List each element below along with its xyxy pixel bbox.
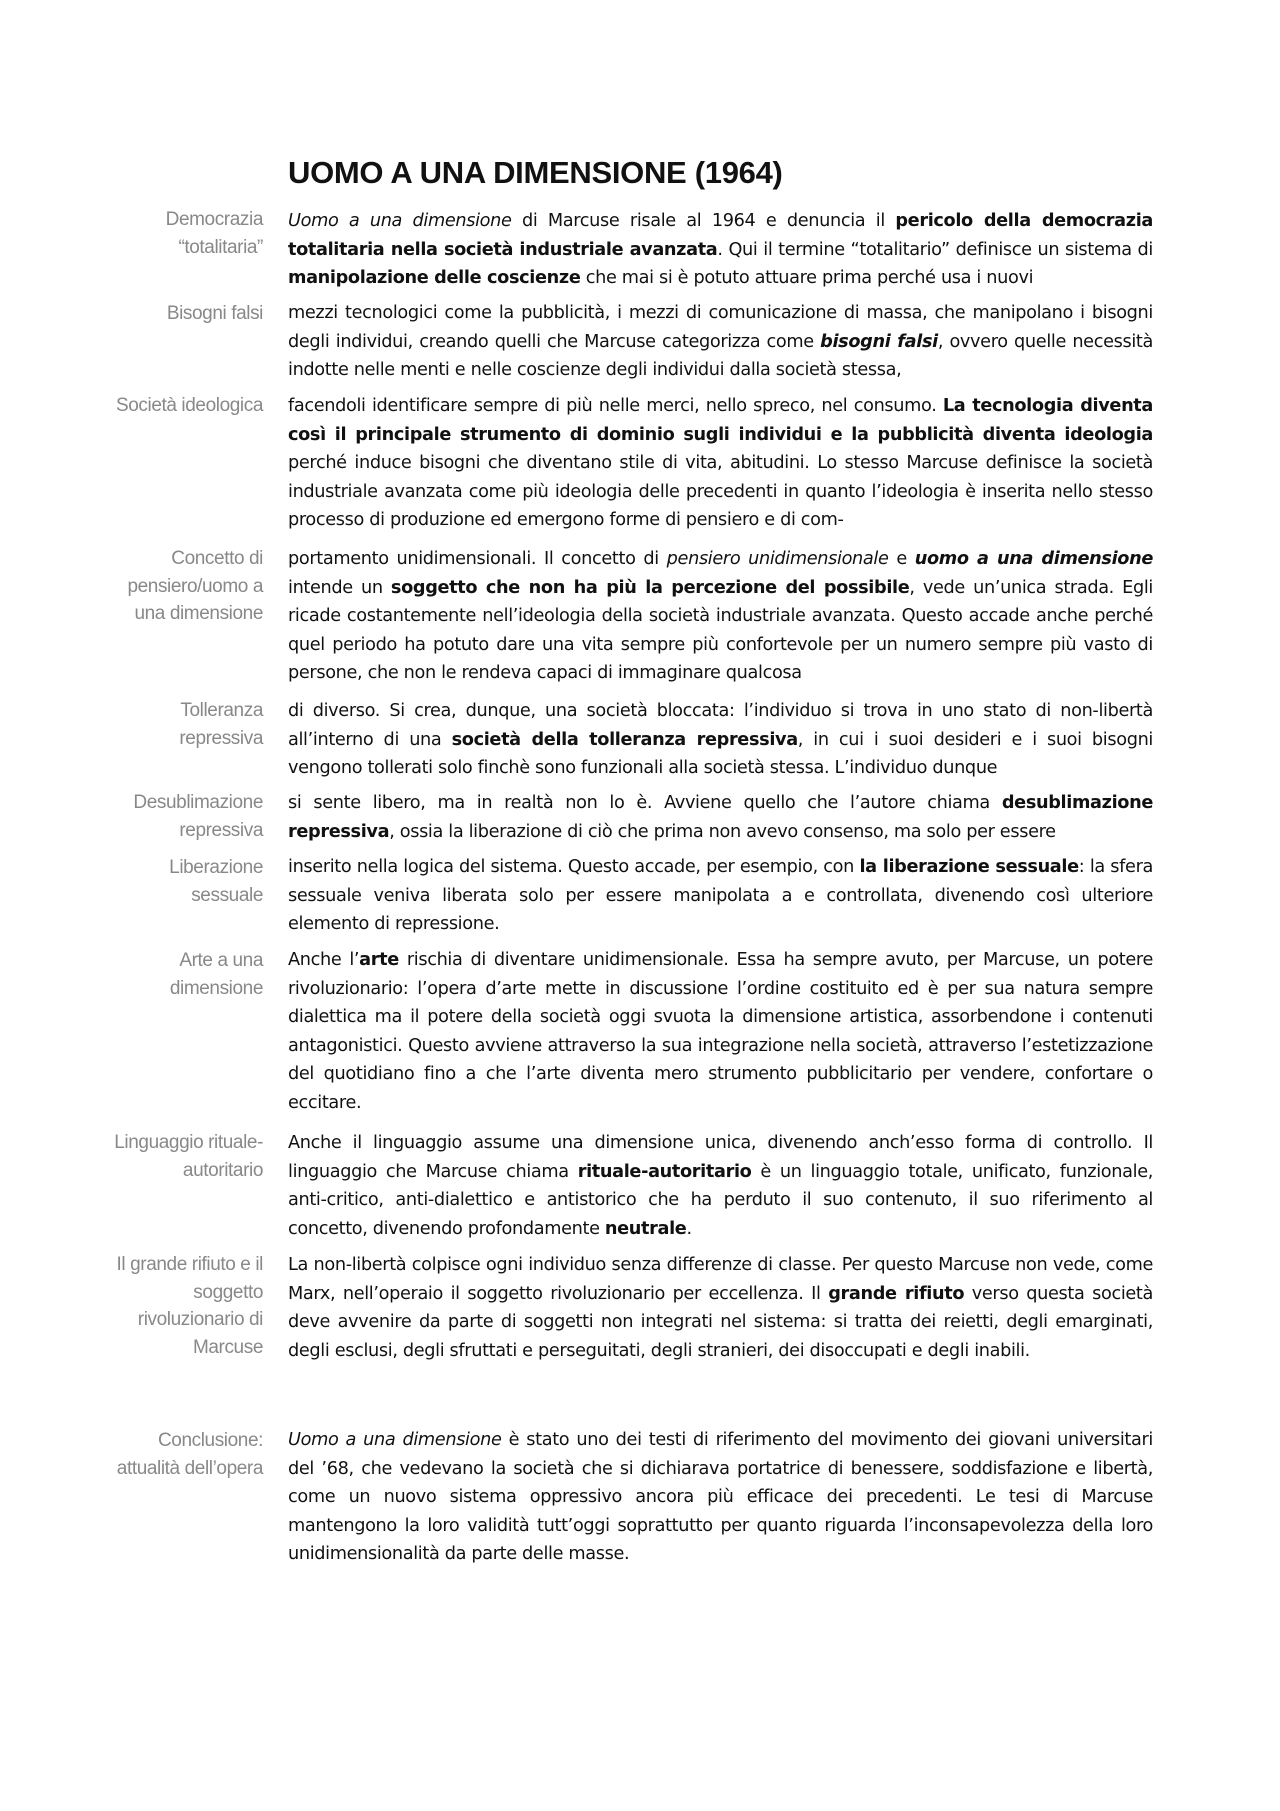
margin-note-liberazione-sessuale: Liberazione sessuale xyxy=(169,857,263,906)
margin-note-arte: Arte a una dimensione xyxy=(169,950,263,999)
paragraph xyxy=(288,392,1153,535)
text-run: perché induce bisogni che diventano stile di vita, abitudini. Lo stesso Marcuse definisce la società industriale avanzata come più ideologia delle precedenti in quanto l’ideologia è inserita nello stesso processo di produzione ed emergono forme di pensiero e di com- xyxy=(288,453,1153,531)
margin-note-grande-rifiuto: Il grande rifiuto e il soggetto rivoluzionario di Marcuse xyxy=(116,1254,263,1358)
italic-text: Uomo a una dimensione xyxy=(288,211,512,231)
text-run: di Marcuse risale al 1964 e denuncia il xyxy=(511,211,896,231)
bold-text: uomo a una dimensione xyxy=(914,549,1153,569)
bold-text: pericolo della democrazia totalitaria nella società industriale avanzata xyxy=(288,211,1153,260)
paragraph xyxy=(288,207,1153,293)
text-run: . xyxy=(686,1218,692,1239)
paragraph xyxy=(288,1426,1153,1569)
text-run: : la sfera sessuale veniva liberata solo per essere manipolata a e controllata, divenendo così ulteriore elemento di repressione. xyxy=(288,857,1153,935)
text-run: Anche l’ xyxy=(288,950,360,970)
paragraph xyxy=(288,697,1153,783)
bold-text: la liberazione sessuale xyxy=(859,857,1079,877)
text-run: si sente libero, ma in realtà non lo è. Avviene quello che l’autore chiama xyxy=(288,793,1002,813)
bold-text: bisogni falsi xyxy=(820,331,938,352)
paragraph xyxy=(288,789,1153,846)
text-run: inserito nella logica del sistema. Questo accade, per esempio, con xyxy=(288,857,860,877)
text-run: e xyxy=(888,549,915,569)
italic-text: Uomo a una dimensione xyxy=(288,1430,502,1450)
margin-note-desublimazione-repressiva: Desublimazione repressiva xyxy=(133,792,263,841)
margin-note-linguaggio: Linguaggio rituale-autoritario xyxy=(114,1132,263,1181)
bold-text: grande rifiuto xyxy=(828,1283,965,1304)
margin-note-concetto-pensiero: Concetto di pensiero/uomo a una dimensione xyxy=(127,548,263,624)
margin-note-tolleranza-repressiva: Tolleranza repressiva xyxy=(179,700,263,749)
text-run: facendoli identificare sempre di più nelle merci, nello spreco, nel consumo. xyxy=(288,396,943,416)
text-run: che mai si è potuto attuare prima perché usa i nuovi xyxy=(580,268,1034,289)
bold-text: La tecnologia diventa così il principale strumento di dominio sugli individui e la pubblicità diventa ideologia xyxy=(288,396,1153,445)
text-run: , ossia la liberazione di ciò che prima non avevo consenso, ma solo per essere xyxy=(389,821,1056,842)
bold-text: desublimazione repressiva xyxy=(288,793,1153,842)
bold-text: società della tolleranza repressiva xyxy=(451,729,798,750)
text-run: è stato uno dei testi di riferimento del movimento dei giovani universitari del ’68, che vedevano la società che si dichiarava portatrice di benessere, soddisfazione e libertà, come un nuovo sistema oppressivo ancora più efficace dei precedenti. Le tesi di Marcuse mantengono la loro validità tutt’oggi soprattutto per quanto riguarda l’inconsapevolezza della loro unidimensionalità da parte delle masse. xyxy=(288,1430,1153,1565)
text-run: di diverso. Si crea, dunque, una società bloccata: l’individuo si trova in uno stato di non-libertà all’interno di una xyxy=(288,701,1153,750)
bold-text: manipolazione delle coscienze xyxy=(288,268,581,289)
text-run: rischia di diventare unidimensionale. Essa ha sempre avuto, per Marcuse, un potere rivoluzionario: l’opera d’arte mette in discussione l’ordine costituito ed è per sua natura sempre dialettica ma il potere della società oggi svuota la dimensione artistica, assorbendone i contenuti antagonistici. Questo avviene attraverso la sua integrazione nella società, attraverso l’estetizzazione del quotidiano fino a che l’arte diventa mero strumento pubblicitario per vendere, confortare o eccitare. xyxy=(288,950,1153,1113)
margin-note-conclusione: Conclusione: attualità dell’opera xyxy=(116,1430,263,1479)
paragraph xyxy=(288,1251,1153,1365)
margin-note-democrazia: Democrazia “totalitaria” xyxy=(165,209,263,258)
italic-text: pensiero unidimensionale xyxy=(666,549,889,569)
paragraph xyxy=(288,545,1153,688)
text-run: portamento unidimensionali. Il concetto di xyxy=(288,549,667,569)
text-run: . Qui il termine “totalitario” definisce un sistema di xyxy=(717,239,1153,260)
text-run: , in cui i suoi desideri e i suoi bisogni vengono tollerati solo finchè sono funzionali alla società stessa. L’individuo dunque xyxy=(288,729,1153,779)
bold-text: rituale-autoritario xyxy=(577,1161,752,1182)
paragraph xyxy=(288,853,1153,939)
bold-text: soggetto che non ha più la percezione del possibile xyxy=(390,577,910,598)
text-run: , vede un’unica strada. Egli ricade costantemente nell’ideologia della società industriale avanzata. Questo accade anche perché quel periodo ha potuto dare una vita sempre più confortevole per un numero sempre più vasto di persone, che non le rendeva capaci di immaginare qualcosa xyxy=(288,577,1153,684)
margin-note-societa-ideologica: Società ideologica xyxy=(115,395,263,416)
bold-text: arte xyxy=(359,950,399,970)
text-run: Anche il linguaggio assume una dimensione unica, divenendo anch’esso forma di controllo. Il linguaggio che Marcuse chiama xyxy=(288,1133,1153,1182)
paragraph xyxy=(288,1129,1153,1243)
text-run: La non-libertà colpisce ogni individuo senza differenze di classe. Per questo Marcuse non vede, come Marx, nell’operaio il soggetto rivoluzionario per eccellenza. Il xyxy=(288,1255,1153,1304)
margin-note-bisogni-falsi: Bisogni falsi xyxy=(166,303,263,324)
text-run: verso questa società deve avvenire da parte di soggetti non integrati nel sistema: si tratta dei reietti, degli emarginati, degli esclusi, degli sfruttati e perseguitati, degli stranieri, dei disoccupati e degli inabili. xyxy=(288,1283,1153,1361)
text-run: mezzi tecnologici come la pubblicità, i mezzi di comunicazione di massa, che manipolano i bisogni degli individui, creando quelli che Marcuse categorizza come xyxy=(288,303,1153,352)
bold-text: neutrale xyxy=(604,1218,687,1239)
text-run: intende un xyxy=(288,577,391,598)
paragraph xyxy=(288,946,1153,1118)
paragraph xyxy=(288,299,1153,385)
page-title: UOMO A UNA DIMENSIONE (1964) xyxy=(288,155,783,190)
text-run: , ovvero quelle necessità indotte nelle menti e nelle coscienze degli individui dalla società stessa, xyxy=(288,331,1153,381)
text-run: è un linguaggio totale, unificato, funzionale, anti-critico, anti-dialettico e antistorico che ha perduto il suo contenuto, il suo riferimento al concetto, divenendo profondamente xyxy=(288,1161,1153,1239)
